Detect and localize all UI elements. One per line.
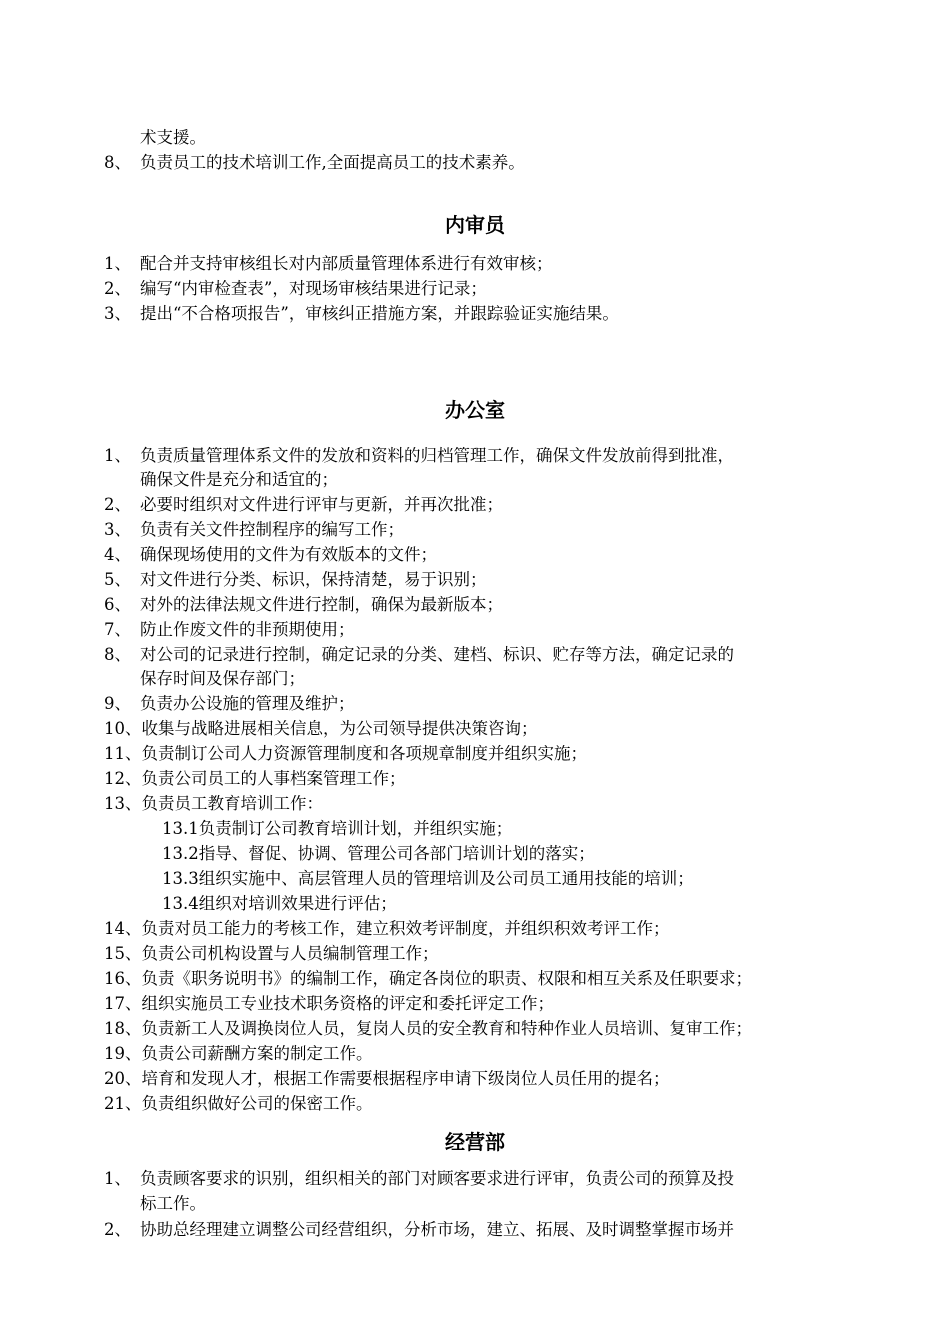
item-number: 8、 (104, 153, 131, 172)
item-number: 2、 (104, 1220, 131, 1239)
item-text: 负责公司机构设置与人员编制管理工作； (141, 944, 439, 963)
item-number: 17、 (104, 994, 142, 1013)
item-text: 必要时组织对文件进行评审与更新，并再次批准； (140, 495, 503, 514)
item-text: 收集与战略进展相关信息，为公司领导提供决策咨询； (141, 719, 538, 738)
item-text: 配合并支持审核组长对内部质量管理体系进行有效审核； (140, 254, 553, 273)
list-item (104, 1042, 373, 1066)
item-number: 14、 (104, 919, 142, 938)
item-text: 负责公司薪酬方案的制定工作。 (141, 1044, 373, 1063)
item-number: 5、 (104, 570, 131, 589)
item-number: 1、 (104, 254, 131, 273)
list-item (104, 942, 439, 966)
item-number: 10、 (104, 719, 142, 738)
item-text: 确保现场使用的文件为有效版本的文件； (140, 545, 437, 564)
item-number: 3、 (104, 304, 131, 323)
item-text: 负责对员工能力的考核工作，建立积效考评制度，并组织积效考评工作； (141, 919, 670, 938)
item-text: 负责质量管理体系文件的发放和资料的归档管理工作，确保文件发放前得到批准， (140, 446, 734, 465)
item-text: 对外的法律法规文件进行控制，确保为最新版本； (140, 595, 503, 614)
list-item (104, 967, 752, 991)
section-heading-business: 经营部 (445, 1130, 505, 1154)
item-text: 提出“不合格项报告”，审核纠正措施方案，并跟踪验证实施结果。 (140, 304, 619, 323)
item-text: 对公司的记录进行控制，确定记录的分类、建档、标识、贮存等方法，确定记录的 (140, 645, 734, 664)
item-number: 2、 (104, 495, 131, 514)
list-item (104, 717, 538, 741)
item-number: 19、 (104, 1044, 142, 1063)
list-item (104, 917, 670, 941)
item-text: 负责公司员工的人事档案管理工作； (141, 769, 406, 788)
item-number: 11、 (104, 744, 142, 763)
item-text: 对文件进行分类、标识，保持清楚，易于识别； (140, 570, 487, 589)
item-number: 9、 (104, 694, 131, 713)
item-text: 防止作废文件的非预期使用； (140, 620, 355, 639)
item-number: 3、 (104, 520, 131, 539)
item-text: 负责有关文件控制程序的编写工作； (140, 520, 404, 539)
item-number: 7、 (104, 620, 131, 639)
item-text: 负责新工人及调换岗位人员，复岗人员的安全教育和特种作业人员培训、复审工作； (141, 1019, 752, 1038)
sub-item: 13.2指导、督促、协调、管理公司各部门培训计划的落实； (162, 844, 595, 863)
item-text: 组织实施员工专业技术职务资格的评定和委托评定工作； (141, 994, 554, 1013)
item-number: 18、 (104, 1019, 142, 1038)
item-number: 13、 (104, 794, 142, 813)
list-item (104, 767, 406, 791)
item-number: 1、 (104, 446, 131, 465)
item-text: 协助总经理建立调整公司经营组织，分析市场，建立、拓展、及时调整掌握市场并 (140, 1220, 734, 1239)
list-item (104, 792, 323, 816)
list-item (104, 1067, 670, 1091)
item-number: 16、 (104, 969, 142, 988)
item-text: 负责办公设施的管理及维护； (140, 694, 355, 713)
item-number: 4、 (104, 545, 131, 564)
item-text: 负责组织做好公司的保密工作。 (141, 1094, 373, 1113)
item-text: 培育和发现人才，根据工作需要根据程序申请下级岗位人员任用的提名； (141, 1069, 670, 1088)
item-text-continued: 确保文件是充分和适宜的； (140, 470, 338, 489)
item-text-continued: 标工作。 (140, 1194, 206, 1213)
item-number: 1、 (104, 1169, 131, 1188)
list-item (104, 742, 587, 766)
item-number: 15、 (104, 944, 142, 963)
section-heading-internal-auditor: 内审员 (445, 213, 505, 237)
sub-item: 13.3组织实施中、高层管理人员的管理培训及公司员工通用技能的培训； (162, 869, 694, 888)
section-heading-office: 办公室 (445, 398, 505, 422)
list-item (104, 1092, 373, 1116)
item-number: 8、 (104, 645, 131, 664)
item-number: 21、 (104, 1094, 142, 1113)
item-number: 2、 (104, 279, 131, 298)
item-number: 20、 (104, 1069, 142, 1088)
item-text: 负责《职务说明书》的编制工作，确定各岗位的职责、权限和相互关系及任职要求； (141, 969, 752, 988)
list-item (104, 992, 554, 1016)
item-text-continued: 保存时间及保存部门； (140, 669, 305, 688)
item-text: 负责制订公司人力资源管理制度和各项规章制度并组织实施； (141, 744, 587, 763)
item-text: 负责员工的技术培训工作,全面提高员工的技术素养。 (140, 153, 525, 172)
item-number: 6、 (104, 595, 131, 614)
continued-text: 术支援。 (140, 128, 206, 147)
item-text: 编写“内审检查表”，对现场审核结果进行记录； (140, 279, 487, 298)
item-text: 负责顾客要求的识别，组织相关的部门对顾客要求进行评审，负责公司的预算及投 (140, 1169, 734, 1188)
item-number: 12、 (104, 769, 142, 788)
list-item (104, 1017, 752, 1041)
sub-item: 13.1负责制订公司教育培训计划，并组织实施； (162, 819, 513, 838)
sub-item: 13.4组织对培训效果进行评估； (162, 894, 397, 913)
item-text: 负责员工教育培训工作： (141, 794, 323, 813)
